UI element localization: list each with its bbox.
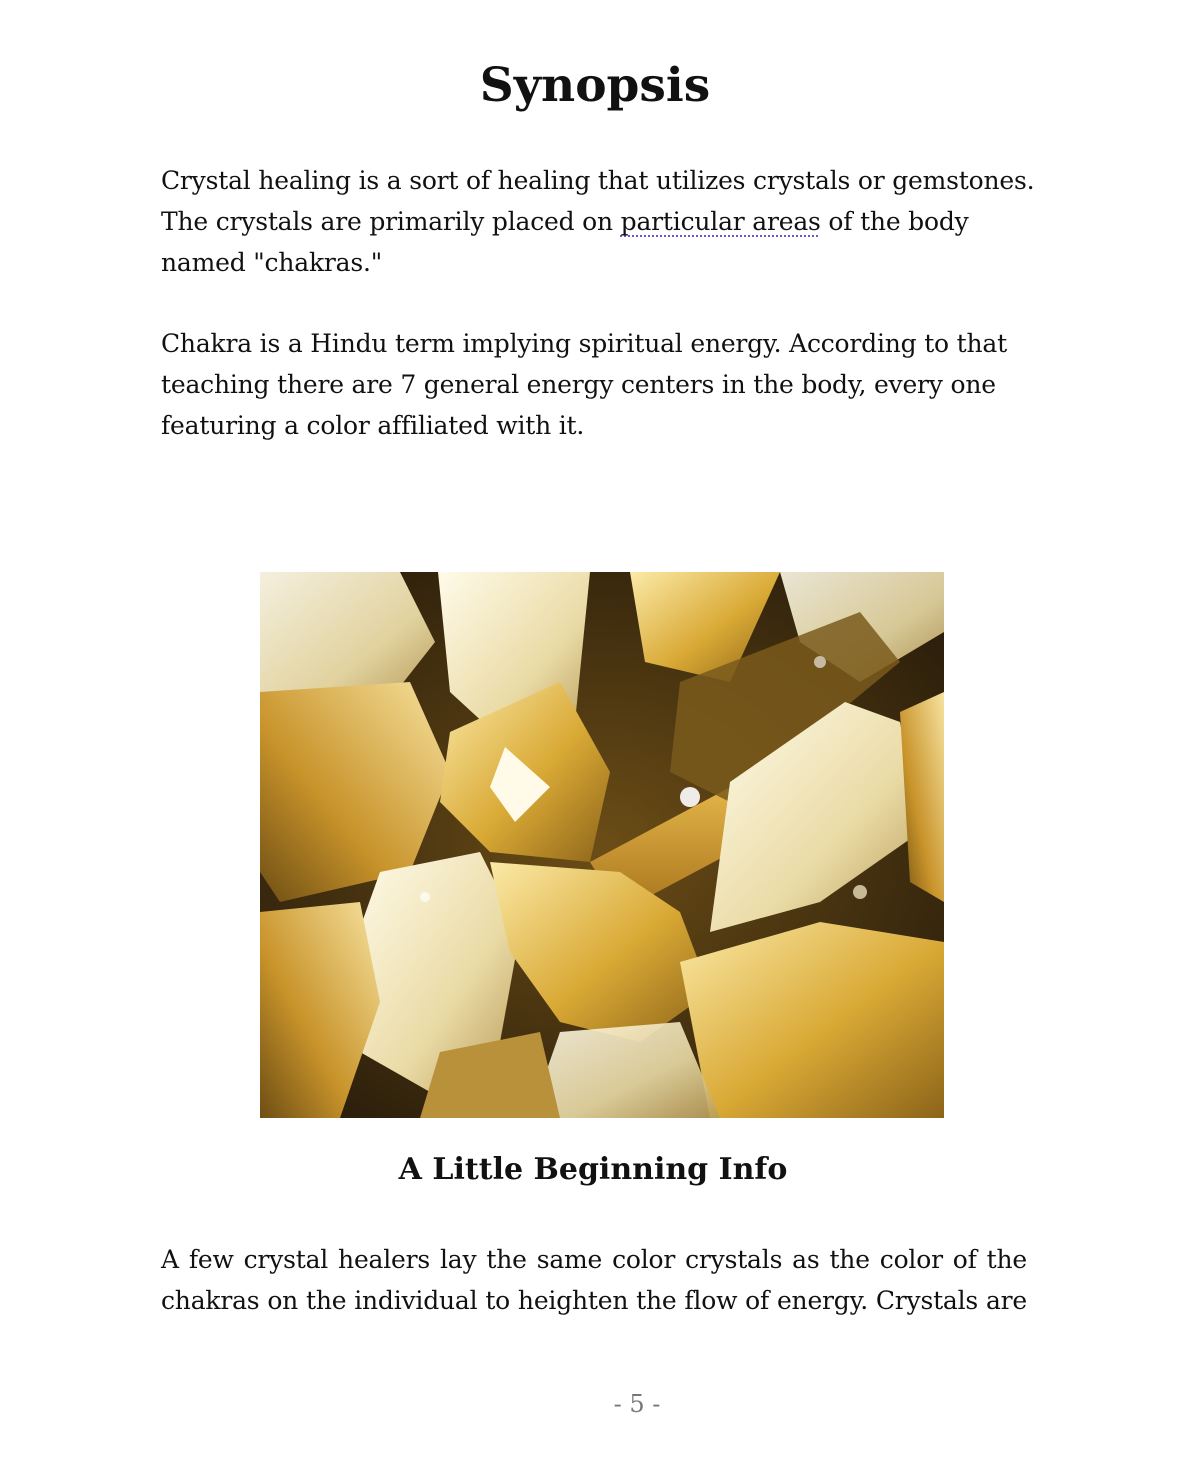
synopsis-paragraph-2 bbox=[161, 323, 1041, 446]
crystal-illustration bbox=[260, 572, 944, 1118]
paragraph-line: chakras on the individual to heighten the flow of energy. Crystals are bbox=[161, 1286, 1027, 1315]
paragraph-line bbox=[161, 201, 1041, 242]
grammar-underline-phrase[interactable]: particular areas bbox=[620, 207, 821, 236]
page-title: Synopsis bbox=[479, 58, 711, 113]
paragraph-line: named "chakras." bbox=[161, 248, 383, 277]
page-number: - 5 - bbox=[613, 1390, 661, 1418]
paragraph-text: of the body bbox=[820, 207, 969, 236]
crystal-cluster-image bbox=[260, 572, 944, 1118]
beginning-info-paragraph bbox=[161, 1239, 1027, 1321]
paragraph-line: A few crystal healers lay the same color crystals as the color of the bbox=[161, 1245, 1027, 1274]
paragraph-line: featuring a color affiliated with it. bbox=[161, 411, 585, 440]
paragraph-line: Chakra is a Hindu term implying spiritual energy. According to that bbox=[161, 329, 1007, 358]
paragraph-text: The crystals are primarily placed on bbox=[161, 207, 621, 236]
paragraph-line: teaching there are 7 general energy centers in the body, every one bbox=[161, 370, 996, 399]
paragraph-line: Crystal healing is a sort of healing that utilizes crystals or gemstones. bbox=[161, 166, 1035, 195]
section-heading: A Little Beginning Info bbox=[398, 1152, 788, 1187]
synopsis-paragraph-1 bbox=[161, 160, 1041, 283]
